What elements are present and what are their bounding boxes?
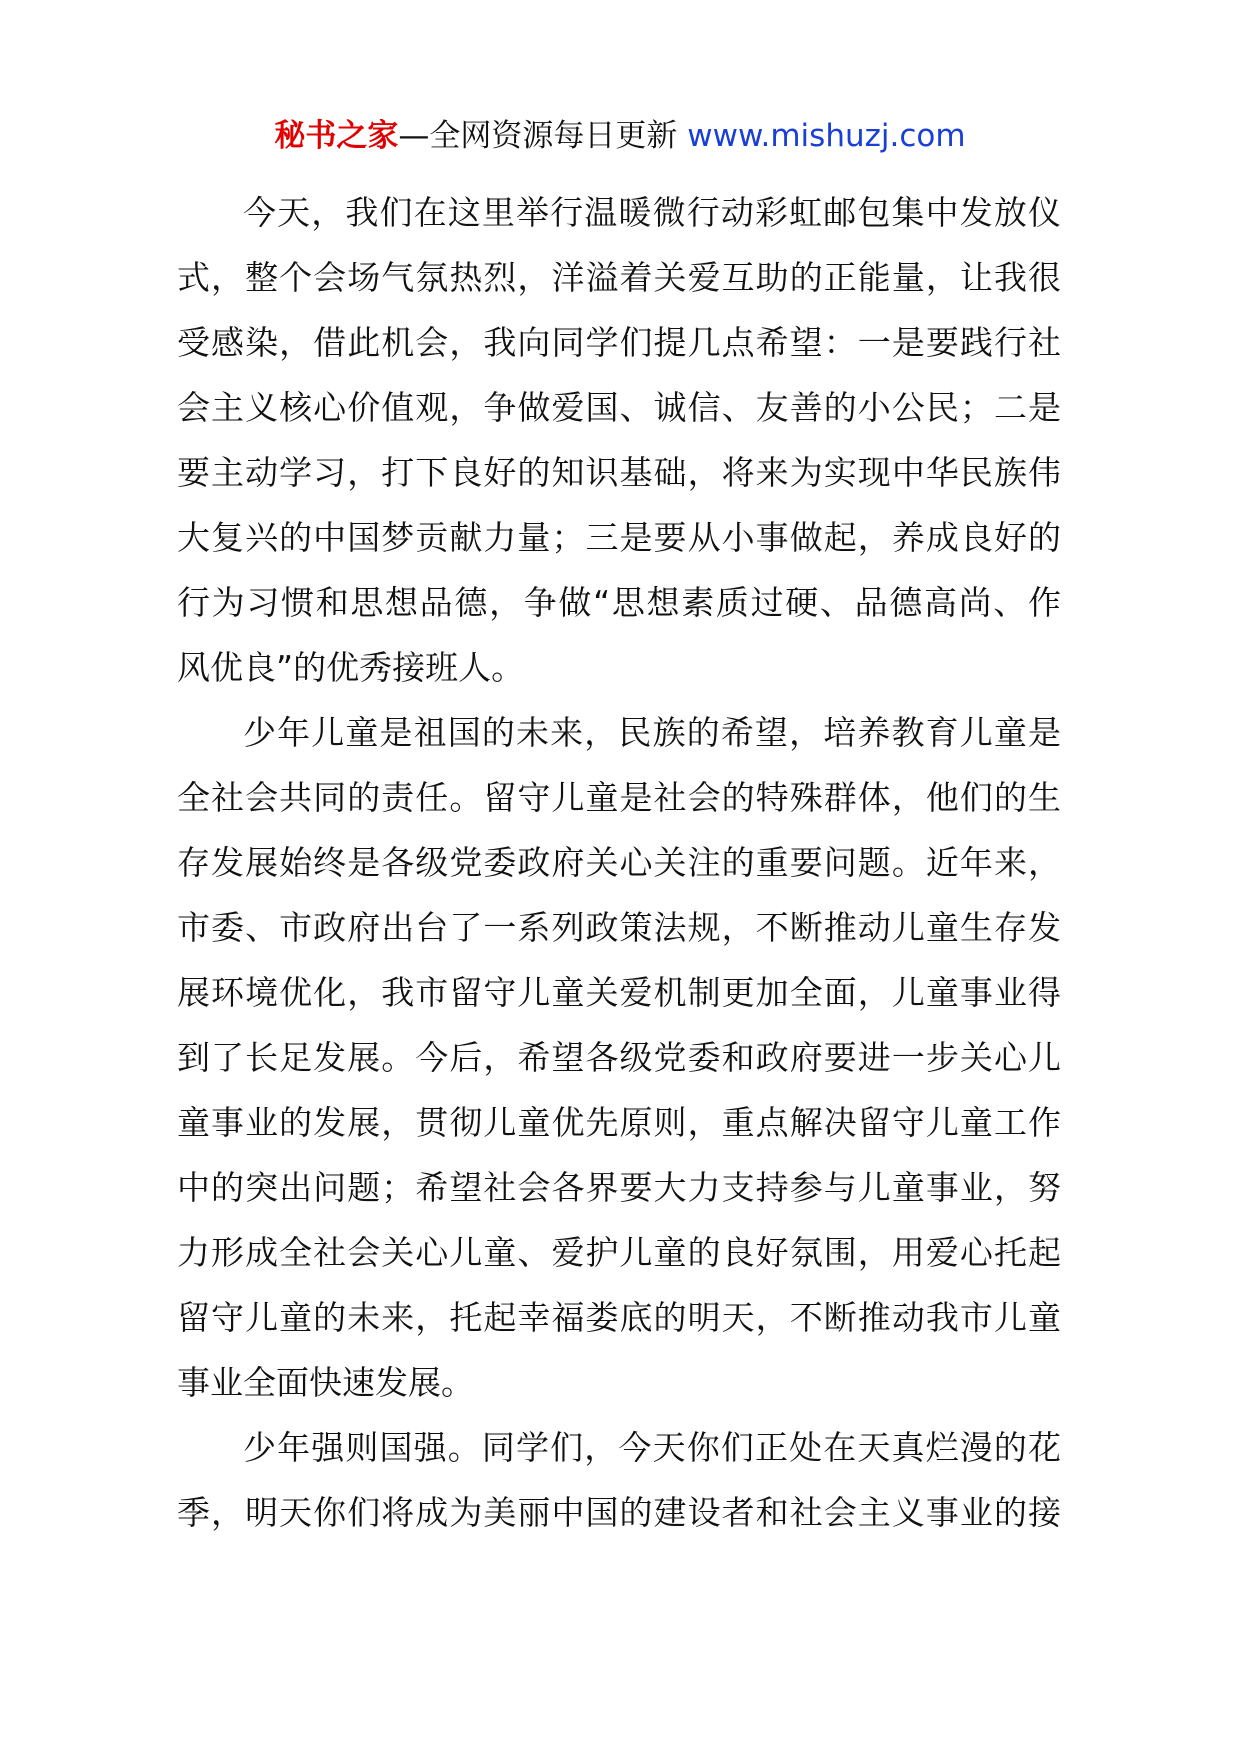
- document-body: [177, 180, 1061, 1545]
- text-line: 留守儿童的未来，托起幸福娄底的明天，不断推动我市儿童: [177, 1298, 1061, 1337]
- text-line: 行为习惯和思想品德，争做“思想素质过硬、品德高尚、作: [177, 583, 1061, 622]
- paragraph-3: [177, 1415, 1061, 1545]
- text-line: 到了长足发展。今后，希望各级党委和政府要进一步关心儿: [177, 1038, 1061, 1077]
- text-line: 市委、市政府出台了一系列政策法规，不断推动儿童生存发: [177, 908, 1061, 947]
- text-line: 要主动学习，打下良好的知识基础，将来为实现中华民族伟: [177, 453, 1061, 492]
- site-url-link[interactable]: www.mishuzj.com: [687, 118, 966, 154]
- text-line: 力形成全社会关心儿童、爱护儿童的良好氛围，用爱心托起: [177, 1233, 1061, 1272]
- text-line: 展环境优化，我市留守儿童关爱机制更加全面，儿童事业得: [177, 973, 1061, 1012]
- text-line: 今天，我们在这里举行温暖微行动彩虹邮包集中发放仪: [243, 193, 1061, 232]
- text-line: 事业全面快速发展。: [177, 1363, 474, 1402]
- text-line: 风优良”的优秀接班人。: [177, 648, 525, 687]
- text-line: 季，明天你们将成为美丽中国的建设者和社会主义事业的接: [177, 1493, 1061, 1532]
- paragraph-2: [177, 700, 1061, 1415]
- paragraph-1: [177, 180, 1061, 700]
- text-line: 少年强则国强。同学们，今天你们正处在天真烂漫的花: [243, 1428, 1061, 1467]
- text-line: 会主义核心价值观，争做爱国、诚信、友善的小公民；二是: [177, 388, 1061, 427]
- text-line: 受感染，借此机会，我向同学们提几点希望：一是要践行社: [177, 323, 1061, 362]
- brand-name: 秘书之家: [274, 118, 399, 154]
- text-line: 存发展始终是各级党委政府关心关注的重要问题。近年来，: [177, 843, 1061, 882]
- text-line: 童事业的发展，贯彻儿童优先原则，重点解决留守儿童工作: [177, 1103, 1061, 1142]
- page-header: [0, 116, 1240, 156]
- text-line: 大复兴的中国梦贡献力量；三是要从小事做起，养成良好的: [177, 518, 1061, 557]
- text-line: 式，整个会场气氛热烈，洋溢着关爱互助的正能量，让我很: [177, 258, 1061, 297]
- header-tagline: —全网资源每日更新: [398, 118, 678, 154]
- text-line: 全社会共同的责任。留守儿童是社会的特殊群体，他们的生: [177, 778, 1061, 817]
- text-line: 少年儿童是祖国的未来，民族的希望，培养教育儿童是: [243, 713, 1061, 752]
- text-line: 中的突出问题；希望社会各界要大力支持参与儿童事业，努: [177, 1168, 1061, 1207]
